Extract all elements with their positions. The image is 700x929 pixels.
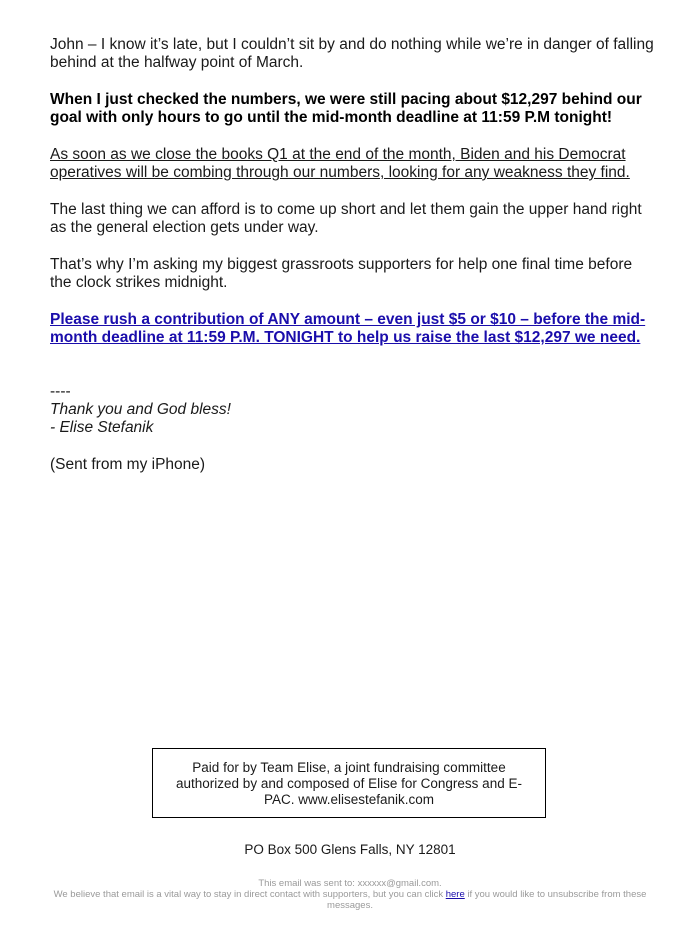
- greeting-paragraph: John – I know it’s late, but I couldn’t sit by and do nothing while we’re in danger of falling behind at the halfway point of March.: [50, 36, 654, 71]
- email-body: [50, 36, 655, 474]
- contribute-link[interactable]: Please rush a contribution of ANY amount – even just $5 or $10 – before the mid-month deadline at 11:59 P.M. TONIGHT to help us raise the last $12,297 we need.: [50, 311, 646, 346]
- sent-to-line: This email was sent to: xxxxxx@gmail.com.: [258, 878, 442, 889]
- q1-paragraph[interactable]: As soon as we close the books Q1 at the end of the month, Biden and his Democrat operatives will be combing through our numbers, looking for any weakness they find.: [50, 146, 630, 181]
- unsubscribe-link[interactable]: here: [445, 889, 465, 900]
- email-footer: [40, 878, 660, 911]
- mailing-address: PO Box 500 Glens Falls, NY 12801: [244, 842, 456, 857]
- disclaimer-text: Paid for by Team Elise, a joint fundraising committee authorized by and composed of Elise for Congress and E-PAC. www.elisestefanik.com: [176, 760, 522, 807]
- deficit-paragraph: When I just checked the numbers, we were still pacing about $12,297 behind our goal with only hours to go until the mid-month deadline at 11:59 P.M tonight!: [50, 91, 642, 126]
- upper-hand-paragraph: The last thing we can afford is to come up short and let them gain the upper hand right as the general election gets under way.: [50, 201, 642, 236]
- signature-dashes: ----: [50, 383, 71, 400]
- signature-closing: Thank you and God bless!: [50, 401, 231, 418]
- paid-for-disclaimer: [152, 748, 546, 818]
- signature: [50, 383, 655, 474]
- unsubscribe-text-before: We believe that email is a vital way to stay in direct contact with supporters, but you can click: [53, 889, 446, 900]
- unsubscribe-line: [40, 889, 660, 911]
- unsubscribe-text-after: if you would like to unsubscribe from these messages.: [327, 889, 647, 911]
- signature-name: - Elise Stefanik: [50, 419, 154, 436]
- sent-from-note: (Sent from my iPhone): [50, 456, 206, 473]
- grassroots-paragraph: That’s why I’m asking my biggest grassroots supporters for help one final time before the clock strikes midnight.: [50, 256, 633, 291]
